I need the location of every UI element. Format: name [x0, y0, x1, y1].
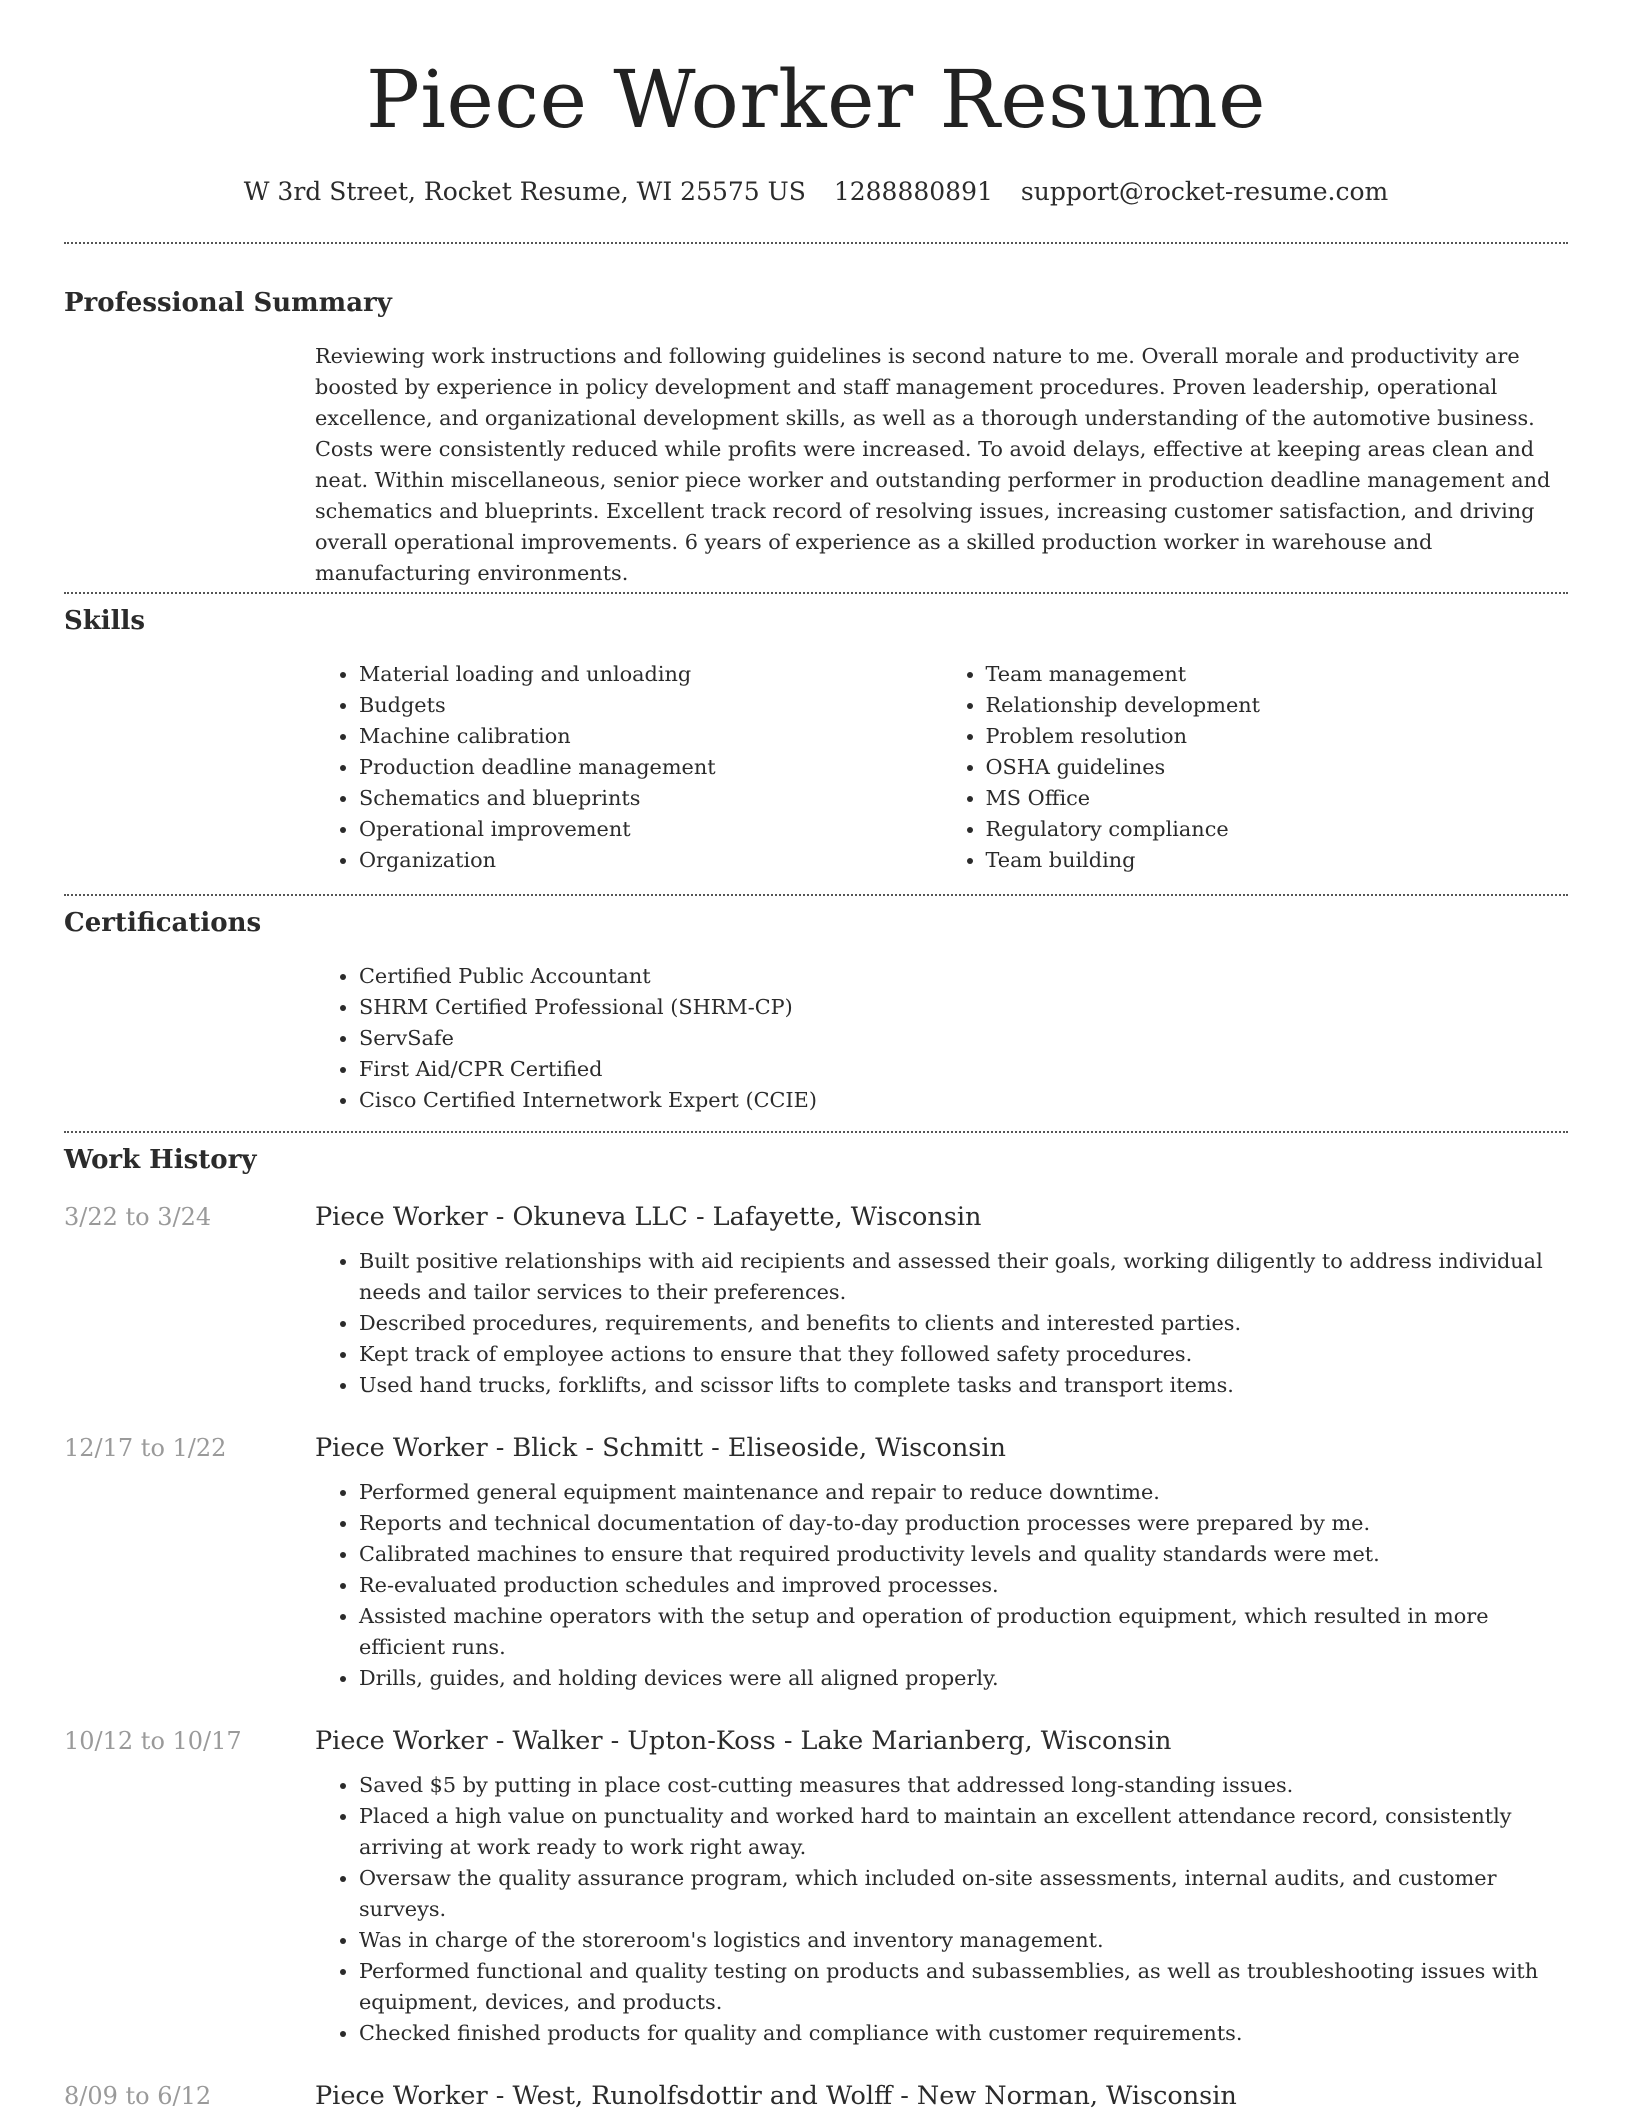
job-dates: 8/09 to 6/12 — [64, 2082, 212, 2110]
list-item: • Problem resolution — [986, 721, 1569, 752]
certifications-list — [315, 961, 1568, 1116]
list-item: • Placed a high value on punctuality and worked hard to maintain an excellent attendance record, consistently arriving at work ready to work right away. — [359, 1801, 1568, 1863]
job-dates: 12/17 to 1/22 — [64, 1434, 227, 1462]
job-details — [315, 1477, 1568, 1694]
list-item: • First Aid/CPR Certified — [359, 1054, 1568, 1085]
list-item: • Performed general equipment maintenance and repair to reduce downtime. — [359, 1477, 1568, 1508]
divider — [64, 1131, 1568, 1133]
section-heading-work-history: Work History — [64, 1145, 257, 1175]
list-item: • MS Office — [986, 783, 1569, 814]
list-item: • Drills, guides, and holding devices were all aligned properly. — [359, 1663, 1568, 1694]
job-details — [315, 1246, 1568, 1401]
address: W 3rd Street, Rocket Resume, WI 25575 US — [243, 177, 806, 206]
list-item: • Machine calibration — [359, 721, 942, 752]
list-item: • Used hand trucks, forklifts, and scissor lifts to complete tasks and transport items. — [359, 1370, 1568, 1401]
skills-columns — [315, 659, 1568, 876]
job-title: Piece Worker - Blick - Schmitt - Eliseoside, Wisconsin — [315, 1433, 1006, 1463]
list-item: • Production deadline management — [359, 752, 942, 783]
job-title: Piece Worker - Walker - Upton-Koss - Lake Marianberg, Wisconsin — [315, 1726, 1172, 1756]
phone: 1288880891 — [833, 177, 993, 206]
list-item: • Checked finished products for quality and compliance with customer requirements. — [359, 2018, 1568, 2049]
list-item: • Re-evaluated production schedules and improved processes. — [359, 1570, 1568, 1601]
list-item: • OSHA guidelines — [986, 752, 1569, 783]
job-title: Piece Worker - West, Runolfsdottir and Wolff - New Norman, Wisconsin — [315, 2081, 1237, 2111]
job-dates: 3/22 to 3/24 — [64, 1203, 212, 1231]
resume-page — [64, 0, 1568, 2113]
list-item: • Relationship development — [986, 690, 1569, 721]
list-item: • Team management — [986, 659, 1569, 690]
list-item: • Kept track of employee actions to ensure that they followed safety procedures. — [359, 1339, 1568, 1370]
list-item: • Was in charge of the storeroom's logistics and inventory management. — [359, 1925, 1568, 1956]
contact-line — [64, 176, 1568, 208]
list-item: • Calibrated machines to ensure that required productivity levels and quality standards were met. — [359, 1539, 1568, 1570]
list-item: • Saved $5 by putting in place cost-cutting measures that addressed long-standing issues. — [359, 1770, 1568, 1801]
divider — [64, 894, 1568, 896]
list-item: • Performed functional and quality testing on products and subassemblies, as well as troubleshooting issues with equipment, devices, and products. — [359, 1956, 1568, 2018]
job-bullets — [315, 1246, 1568, 1401]
list-item: • Built positive relationships with aid recipients and assessed their goals, working diligently to address individual needs and tailor services to their preferences. — [359, 1246, 1568, 1308]
list-item: • Material loading and unloading — [359, 659, 942, 690]
section-heading-certifications: Certifications — [64, 908, 262, 938]
job-bullets — [315, 1770, 1568, 2049]
list-item: • SHRM Certified Professional (SHRM-CP) — [359, 992, 1568, 1023]
job-title: Piece Worker - Okuneva LLC - Lafayette, Wisconsin — [315, 1202, 982, 1232]
email: support@rocket-resume.com — [1020, 177, 1389, 206]
job-entry — [64, 1200, 1568, 1234]
list-item: • Cisco Certified Internetwork Expert (CCIE) — [359, 1085, 1568, 1116]
list-item: • Schematics and blueprints — [359, 783, 942, 814]
list-item: • Team building — [986, 845, 1569, 876]
job-entry — [64, 1431, 1568, 1465]
job-entry — [64, 1724, 1568, 1758]
job-details — [315, 1770, 1568, 2049]
page-title: Piece Worker Resume — [366, 53, 1266, 146]
list-item: • Oversaw the quality assurance program, which included on-site assessments, internal audits, and customer surveys. — [359, 1863, 1568, 1925]
list-item: • ServSafe — [359, 1023, 1568, 1054]
list-item: • Assisted machine operators with the setup and operation of production equipment, which resulted in more efficient runs. — [359, 1601, 1568, 1663]
certifications-block — [315, 961, 1568, 1116]
divider — [64, 242, 1568, 244]
job-dates: 10/12 to 10/17 — [64, 1727, 242, 1755]
list-item: • Operational improvement — [359, 814, 942, 845]
list-item: • Regulatory compliance — [986, 814, 1569, 845]
section-heading-skills: Skills — [64, 606, 146, 636]
list-item: • Organization — [359, 845, 942, 876]
list-item: • Reports and technical documentation of day-to-day production processes were prepared by me. — [359, 1508, 1568, 1539]
job-bullets — [315, 1477, 1568, 1694]
skills-list-right — [942, 659, 1569, 876]
list-item: • Budgets — [359, 690, 942, 721]
divider — [64, 592, 1568, 594]
skills-list-left — [315, 659, 942, 876]
job-entry — [64, 2079, 1568, 2113]
list-item: • Described procedures, requirements, and benefits to clients and interested parties. — [359, 1308, 1568, 1339]
summary-text: Reviewing work instructions and following guidelines is second nature to me. Overall morale and productivity are boosted by experience in policy development and staff management procedures. Proven leadership, operational excellence, and organizational development skills, as well as a thorough understanding of the automotive business. Costs were consistently reduced while profits were increased. To avoid delays, effective at keeping areas clean and neat. Within miscellaneous, senior piece worker and outstanding performer in production deadline management and schematics and blueprints. Excellent track record of resolving issues, increasing customer satisfaction, and driving overall operational improvements. 6 years of experience as a skilled production worker in warehouse and manufacturing environments. — [315, 344, 1551, 585]
list-item: • Certified Public Accountant — [359, 961, 1568, 992]
section-heading-summary: Professional Summary — [64, 288, 392, 318]
